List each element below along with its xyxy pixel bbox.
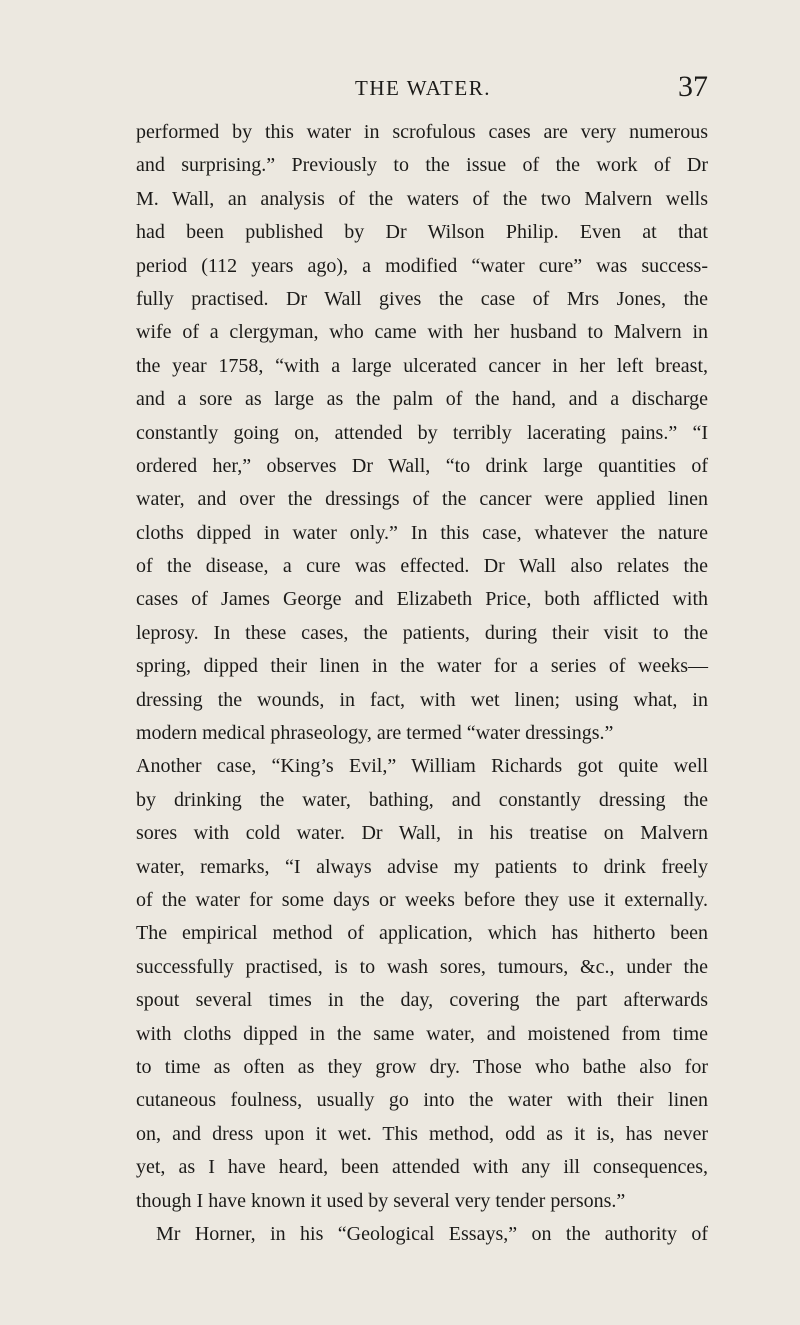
text-line: Another case, “King’s Evil,” William Richards got quite well xyxy=(136,755,708,778)
text-line: with cloths dipped in the same water, and moistened from time xyxy=(136,1022,708,1045)
text-line: wife of a clergyman, who came with her husband to Malvern in xyxy=(136,321,708,344)
text-line: of the disease, a cure was effected. Dr Wall also relates the xyxy=(136,555,708,578)
text-line: Mr Horner, in his “Geological Essays,” on the authority of xyxy=(156,1222,708,1245)
text-line: water, remarks, “I always advise my patients to drink freely xyxy=(136,855,708,878)
text-line: cutaneous foulness, usually go into the water with their linen xyxy=(136,1089,708,1112)
text-line: yet, as I have heard, been attended with any ill consequences, xyxy=(136,1156,708,1179)
text-line: sores with cold water. Dr Wall, in his treatise on Malvern xyxy=(136,822,708,845)
text-line: though I have known it used by several very tender persons.” xyxy=(136,1189,626,1212)
text-line: leprosy. In these cases, the patients, during their visit to the xyxy=(136,621,708,644)
text-line: constantly going on, attended by terribly lacerating pains.” “I xyxy=(136,421,708,444)
text-line: successfully practised, is to wash sores, tumours, &c., under the xyxy=(136,955,708,978)
text-line: cloths dipped in water only.” In this case, whatever the nature xyxy=(136,521,708,544)
text-line: spout several times in the day, covering the part afterwards xyxy=(136,989,708,1012)
text-line: had been published by Dr Wilson Philip. Even at that xyxy=(136,221,708,244)
text-line: fully practised. Dr Wall gives the case of Mrs Jones, the xyxy=(136,287,708,310)
text-line: period (112 years ago), a modified “water cure” was success- xyxy=(136,254,708,277)
text-line: on, and dress upon it wet. This method, odd as it is, has never xyxy=(136,1122,708,1145)
text-line: water, and over the dressings of the cancer were applied linen xyxy=(136,488,708,511)
text-line: spring, dipped their linen in the water for a series of weeks— xyxy=(136,655,708,678)
text-line: by drinking the water, bathing, and constantly dressing the xyxy=(136,788,708,811)
body-text xyxy=(136,116,708,1251)
text-line: performed by this water in scrofulous cases are very numerous xyxy=(136,121,708,143)
text-line: M. Wall, an analysis of the waters of the two Malvern wells xyxy=(136,187,708,210)
page-header xyxy=(138,70,708,106)
running-head: THE WATER. xyxy=(355,76,491,100)
text-line: modern medical phraseology, are termed “water dressings.” xyxy=(136,722,614,745)
text-line: and a sore as large as the palm of the hand, and a discharge xyxy=(136,388,708,411)
text-line: dressing the wounds, in fact, with wet linen; using what, in xyxy=(136,688,708,711)
text-line: cases of James George and Elizabeth Price, both afflicted with xyxy=(136,588,708,611)
text-line: The empirical method of application, which has hitherto been xyxy=(136,922,708,945)
text-line: the year 1758, “with a large ulcerated cancer in her left breast, xyxy=(136,354,708,377)
text-line: of the water for some days or weeks before they use it externally. xyxy=(136,888,708,911)
text-line: to time as often as they grow dry. Those who bathe also for xyxy=(136,1055,708,1078)
page-number: 37 xyxy=(678,70,708,103)
text-line: and surprising.” Previously to the issue of the work of Dr xyxy=(136,154,708,177)
text-line: ordered her,” observes Dr Wall, “to drink large quantities of xyxy=(136,454,708,477)
